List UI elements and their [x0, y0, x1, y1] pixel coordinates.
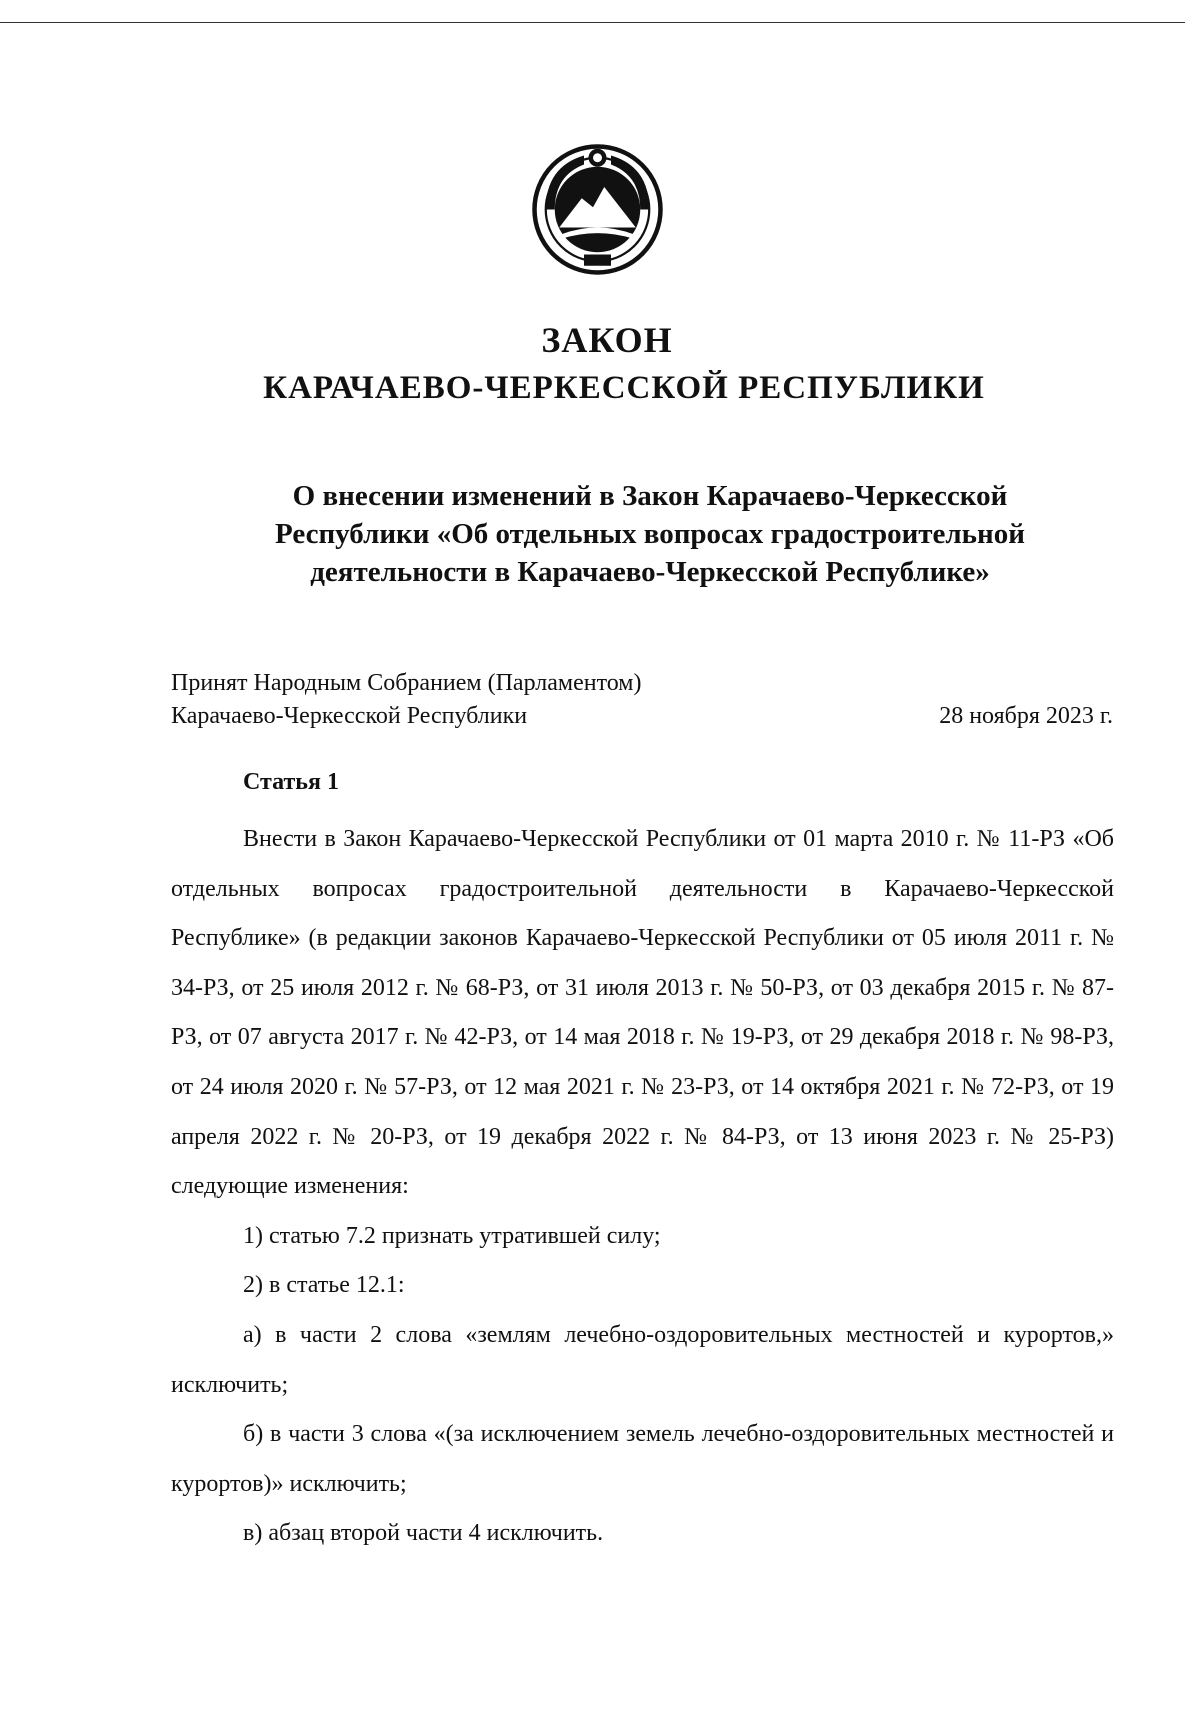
- adoption-row: [171, 700, 1113, 733]
- law-subtitle: КАРАЧАЕВО-ЧЕРКЕССКОЙ РЕСПУБЛИКИ: [263, 370, 985, 406]
- subject-line: Республики «Об отдельных вопросах градостроительной: [275, 518, 1025, 550]
- law-title-block: [0, 318, 1200, 410]
- article-heading: Статья 1: [243, 769, 339, 795]
- law-subject: [200, 477, 1100, 591]
- article-paragraph: 1) статью 7.2 признать утратившей силу;: [243, 1222, 661, 1249]
- article-paragraph: Внести в Закон Карачаево-Черкесской Республики от 01 марта 2010 г. № 11-РЗ «Об отдельных вопросах градостроительной деятельности в Карачаево-Черкесской Республике» (в редакции законов Карачаево-Черкесской Республики от 05 июля 2011 г. № 34-РЗ, от 25 июля 2012 г. № 68-РЗ, от 31 июля 2013 г. № 50-РЗ, от 03 декабря 2015 г. № 87-РЗ, от 07 августа 2017 г. № 42-РЗ, от 14 мая 2018 г. № 19-РЗ, от 29 декабря 2018 г. № 98-РЗ, от 24 июля 2020 г. № 57-РЗ, от 12 мая 2021 г. № 23-РЗ, от 14 октября 2021 г. № 72-РЗ, от 19 апреля 2022 г. № 20-РЗ, от 19 декабря 2022 г. № 84-РЗ, от 13 июня 2023 г. № 25-РЗ) следующие изменения:: [171, 826, 1114, 1200]
- article-paragraph: 2) в статье 12.1:: [243, 1272, 405, 1299]
- scan-edge-line: [0, 22, 1185, 23]
- coat-of-arms-icon: [530, 142, 665, 277]
- article-body: [171, 815, 1114, 1559]
- subject-line: О внесении изменений в Закон Карачаево-Черкесской: [292, 480, 1008, 512]
- article-paragraph: а) в части 2 слова «землям лечебно-оздоровительных местностей и курортов,» исключить;: [171, 1321, 1114, 1398]
- adoption-line: Карачаево-Черкесской Республики: [171, 703, 528, 729]
- adoption-block: [171, 667, 1113, 733]
- article-paragraph: в) абзац второй части 4 исключить.: [243, 1520, 604, 1547]
- adoption-line: Принят Народным Собранием (Парламентом): [171, 670, 642, 696]
- article-paragraph: б) в части 3 слова «(за исключением земель лечебно-оздоровительных местностей и курортов)» исключить;: [171, 1421, 1114, 1497]
- law-title: ЗАКОН: [541, 320, 673, 360]
- adoption-date: 28 ноября 2023 г.: [939, 703, 1113, 729]
- subject-line: деятельности в Карачаево-Черкесской Республике»: [310, 556, 990, 588]
